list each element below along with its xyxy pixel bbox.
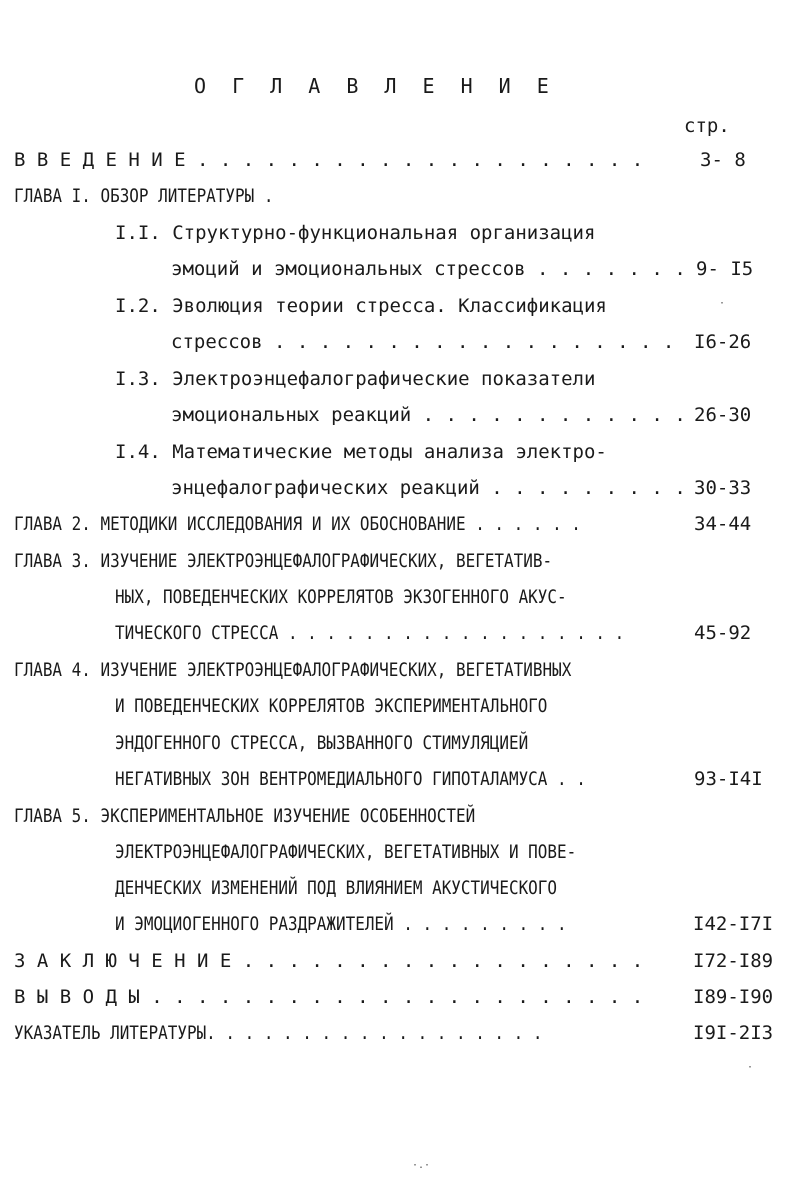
toc-pages-section-1-1: 9- I5 [696, 258, 754, 280]
toc-row-chapter-5: ГЛАВА 5. ЭКСПЕРИМЕНТАЛЬНОЕ ИЗУЧЕНИЕ ОСОБЕННОСТЕЙ [14, 805, 476, 827]
toc-row-chapter-4-cont-1: И ПОВЕДЕНЧЕСКИХ КОРРЕЛЯТОВ ЭКСПЕРИМЕНТАЛЬНОГО [115, 695, 548, 717]
toc-pages-section-1-3: 26-30 [694, 404, 752, 426]
toc-pages-references: I9I-2I3 [693, 1022, 774, 1044]
toc-row-chapter-3-cont-2: ТИЧЕСКОГО СТРЕССА . . . . . . . . . . . . . . . . . . [115, 622, 625, 644]
toc-pages-chapter-3: 45-92 [694, 622, 752, 644]
toc-row-chapter-4-cont-2: ЭНДОГЕННОГО СТРЕССА, ВЫЗВАННОГО СТИМУЛЯЦИЕЙ [115, 732, 529, 754]
toc-row-section-1-2: I.2. Эволюция теории стресса. Классификация [115, 295, 607, 317]
toc-pages-chapter-4: 93-I4I [694, 768, 763, 790]
toc-row-introduction: В В Е Д Е Н И Е . . . . . . . . . . . . . . . . . . . . [14, 149, 644, 171]
toc-row-chapter-5-cont-1: ЭЛЕКТРОЭНЦЕФАЛОГРАФИЧЕСКИХ, ВЕГЕТАТИВНЫХ И ПОВЕ- [115, 841, 577, 863]
toc-row-section-1-1: I.I. Структурно-функциональная организация [115, 222, 596, 244]
toc-row-section-1-3: I.3. Электроэнцефалографические показатели [115, 368, 596, 390]
toc-pages-findings: I89-I90 [693, 986, 774, 1008]
toc-row-chapter-5-cont-2: ДЕНЧЕСКИХ ИЗМЕНЕНИЙ ПОД ВЛИЯНИЕМ АКУСТИЧЕСКОГО [115, 877, 558, 899]
scan-speck: ·.· [412, 1160, 431, 1171]
toc-row-chapter-5-cont-3: И ЭМОЦИОГЕННОГО РАЗДРАЖИТЕЛЕЙ . . . . . . . . . [115, 913, 567, 935]
toc-row-section-1-2-cont: стрессов . . . . . . . . . . . . . . . . . . [171, 331, 675, 353]
toc-row-chapter-4: ГЛАВА 4. ИЗУЧЕНИЕ ЭЛЕКТРОЭНЦЕФАЛОГРАФИЧЕСКИХ, ВЕГЕТАТИВНЫХ [14, 659, 572, 681]
toc-row-section-1-3-cont: эмоциональных реакций . . . . . . . . . . . . [171, 404, 686, 426]
toc-title: О Г Л А В Л Е Н И Е [194, 74, 556, 98]
toc-row-chapter-4-cont-3: НЕГАТИВНЫХ ЗОН ВЕНТРОМЕДИАЛЬНОГО ГИПОТАЛАМУСА . . [115, 768, 586, 790]
toc-row-chapter-3-cont-1: НЫХ, ПОВЕДЕНЧЕСКИХ КОРРЕЛЯТОВ ЭКЗОГЕННОГО АКУС- [115, 586, 567, 608]
toc-pages-chapter-2: 34-44 [694, 513, 752, 535]
toc-pages-section-1-4: 30-33 [694, 477, 752, 499]
toc-row-section-1-4-cont: энцефалографических реакций . . . . . . . . . [171, 477, 686, 499]
toc-row-references: УКАЗАТЕЛЬ ЛИТЕРАТУРЫ. . . . . . . . . . . . . . . . . . [14, 1022, 543, 1044]
toc-row-chapter-3: ГЛАВА 3. ИЗУЧЕНИЕ ЭЛЕКТРОЭНЦЕФАЛОГРАФИЧЕСКИХ, ВЕГЕТАТИВ- [14, 550, 553, 572]
toc-row-section-1-1-cont: эмоций и эмоциональных стрессов . . . . . . . [171, 258, 686, 280]
toc-pages-section-1-2: I6-26 [694, 331, 752, 353]
page-column-header: стр. [684, 115, 730, 137]
toc-row-chapter-1: ГЛАВА I. ОБЗОР ЛИТЕРАТУРЫ . [14, 185, 274, 207]
toc-row-section-1-4: I.4. Математические методы анализа электро- [115, 441, 607, 463]
toc-row-conclusion: З А К Л Ю Ч Е Н И Е . . . . . . . . . . . . . . . . . . [14, 950, 644, 972]
scan-speck: · [747, 1062, 754, 1073]
toc-row-chapter-2: ГЛАВА 2. МЕТОДИКИ ИССЛЕДОВАНИЯ И ИХ ОБОСНОВАНИЕ . . . . . . [14, 513, 581, 535]
toc-pages-conclusion: I72-I89 [693, 950, 774, 972]
toc-row-findings: В Ы В О Д Ы . . . . . . . . . . . . . . . . . . . . . . [14, 986, 644, 1008]
toc-pages-introduction: 3- 8 [700, 149, 746, 171]
scan-speck: · [719, 298, 726, 309]
toc-pages-chapter-5: I42-I7I [693, 913, 774, 935]
